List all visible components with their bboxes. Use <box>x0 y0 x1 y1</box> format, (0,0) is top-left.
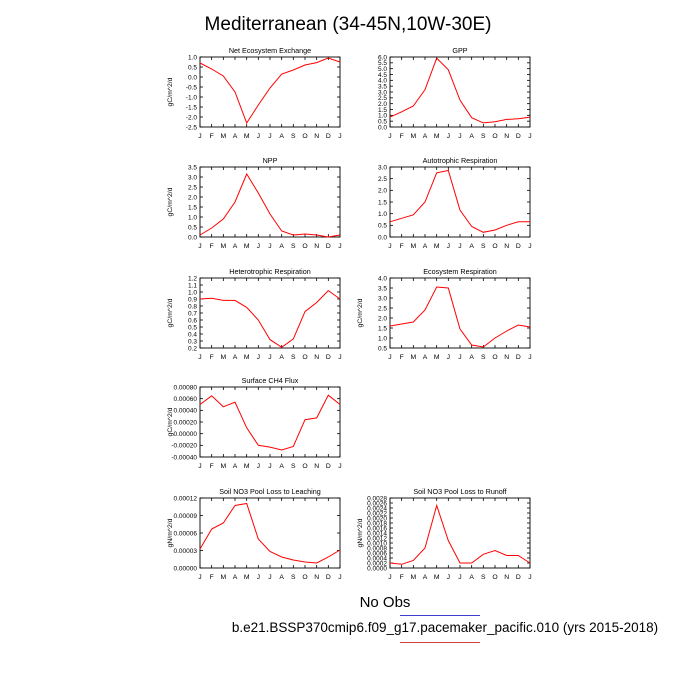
y-tick-label: 0.0028 <box>367 495 387 503</box>
y-tick-label: 0.9 <box>187 296 197 304</box>
x-tick-label: A <box>232 463 238 470</box>
panel-title: Soil NO3 Pool Loss to Runoff <box>413 487 507 496</box>
x-tick-label: A <box>279 243 284 250</box>
x-tick-label: A <box>232 133 238 140</box>
legend-label: No Obs <box>359 594 411 611</box>
x-tick-label: F <box>209 463 214 470</box>
x-tick-label: O <box>492 574 498 581</box>
panel-title: NPP <box>262 156 278 165</box>
y-tick-label: 3.0 <box>377 164 387 172</box>
x-tick-label: J <box>338 574 342 581</box>
y-tick-label: 3.0 <box>377 89 387 97</box>
y-tick-label: 0.0010 <box>367 540 387 548</box>
y-tick-label: 0.0026 <box>367 500 387 508</box>
x-tick-label: J <box>198 574 202 581</box>
y-tick-label: 0.0006 <box>367 550 387 558</box>
x-tick-label: D <box>515 354 521 361</box>
x-tick-label: M <box>410 354 417 361</box>
x-tick-label: D <box>325 133 331 140</box>
y-tick-label: 6.0 <box>377 54 387 62</box>
chart-panel-3 <box>378 156 532 250</box>
x-tick-label: D <box>325 574 331 581</box>
x-tick-label: J <box>446 243 451 250</box>
x-tick-label: N <box>314 463 320 470</box>
x-tick-label: S <box>291 133 296 140</box>
x-tick-label: S <box>481 133 486 140</box>
x-tick-label: A <box>422 574 428 581</box>
x-tick-label: J <box>256 463 261 470</box>
y-tick-label: -0.5 <box>185 84 197 92</box>
x-tick-label: A <box>279 463 284 470</box>
y-tick-label: 1.1 <box>187 282 197 290</box>
x-tick-label: J <box>198 354 202 361</box>
y-tick-label: -1.0 <box>185 94 197 102</box>
x-tick-label: M <box>243 354 250 361</box>
y-tick-label: 0.0000 <box>367 565 387 573</box>
x-tick-label: O <box>492 354 498 361</box>
y-tick-label: -0.00040 <box>171 454 197 462</box>
y-tick-label: 0.00020 <box>173 419 197 427</box>
x-tick-label: J <box>458 243 462 250</box>
series-line <box>200 291 340 348</box>
y-tick-label: 0.5 <box>377 222 387 230</box>
x-tick-label: J <box>268 354 272 361</box>
plot-frame <box>390 57 530 127</box>
y-tick-label: 4.0 <box>377 275 387 283</box>
x-tick-label: A <box>469 574 474 581</box>
plot-frame <box>200 278 340 348</box>
y-tick-label: 0.2 <box>187 345 197 353</box>
y-tick-label: 2.5 <box>377 305 387 313</box>
x-tick-label: N <box>504 354 510 361</box>
y-axis-label: gC/m^2/d <box>167 77 174 107</box>
x-tick-label: M <box>220 354 227 361</box>
y-tick-label: 0.0012 <box>367 535 387 543</box>
x-tick-label: F <box>399 354 404 361</box>
y-tick-label: 1.5 <box>377 199 387 207</box>
x-tick-label: A <box>422 243 428 250</box>
x-tick-label: M <box>220 463 227 470</box>
x-tick-label: S <box>291 574 296 581</box>
x-tick-label: M <box>433 133 440 140</box>
x-tick-label: N <box>314 354 320 361</box>
x-tick-label: M <box>410 133 417 140</box>
y-tick-label: 2.0 <box>187 194 197 202</box>
series-line <box>390 171 530 233</box>
y-tick-label: 1.0 <box>187 54 197 62</box>
caption-underline <box>400 642 480 643</box>
x-tick-label: F <box>399 243 404 250</box>
y-tick-label: 3.5 <box>377 83 387 91</box>
y-tick-label: 2.0 <box>377 315 387 323</box>
y-tick-label: 0.5 <box>187 224 197 232</box>
series-line <box>200 174 340 237</box>
x-tick-label: N <box>314 243 320 250</box>
y-tick-label: -2.5 <box>185 124 197 132</box>
x-tick-label: J <box>458 133 462 140</box>
x-tick-label: J <box>256 354 261 361</box>
x-tick-label: O <box>492 243 498 250</box>
figure-title: Mediterranean (34-45N,10W-30E) <box>204 14 492 35</box>
y-tick-label: 1.0 <box>187 289 197 297</box>
y-tick-label: 0.3 <box>187 338 197 346</box>
x-tick-label: J <box>256 243 261 250</box>
y-tick-label: 0.00000 <box>173 430 197 438</box>
y-tick-label: 3.0 <box>377 295 387 303</box>
x-tick-label: A <box>232 354 238 361</box>
y-tick-label: 1.0 <box>187 214 197 222</box>
chart-panel-6 <box>167 376 342 470</box>
plot-frame <box>390 167 530 237</box>
x-tick-label: J <box>198 463 202 470</box>
x-tick-label: J <box>268 463 272 470</box>
x-tick-label: A <box>279 354 284 361</box>
y-tick-label: 0.00009 <box>173 512 197 520</box>
y-tick-label: -0.00020 <box>171 442 197 450</box>
x-tick-label: O <box>302 574 308 581</box>
x-tick-label: M <box>220 243 227 250</box>
y-tick-label: 0.5 <box>377 345 387 353</box>
x-tick-label: M <box>243 133 250 140</box>
y-tick-label: 2.5 <box>377 175 387 183</box>
y-tick-label: 3.0 <box>187 174 197 182</box>
y-tick-label: 0.00012 <box>173 495 197 503</box>
x-tick-label: M <box>243 574 250 581</box>
x-tick-label: J <box>338 243 342 250</box>
y-tick-label: 4.5 <box>377 71 387 79</box>
x-tick-label: D <box>515 243 521 250</box>
x-tick-label: J <box>388 133 392 140</box>
y-tick-label: 0.0008 <box>367 545 387 553</box>
x-tick-label: A <box>232 243 238 250</box>
series-line <box>200 504 340 564</box>
chart-panel-8 <box>167 487 342 581</box>
panel-title: Ecosystem Respiration <box>423 267 497 276</box>
y-tick-label: 0.00000 <box>173 565 197 573</box>
x-tick-label: N <box>504 574 510 581</box>
x-tick-label: J <box>446 133 451 140</box>
x-tick-label: S <box>291 463 296 470</box>
x-tick-label: S <box>291 354 296 361</box>
y-tick-label: 0.0002 <box>367 560 387 568</box>
x-tick-label: M <box>243 243 250 250</box>
y-tick-label: 0.4 <box>187 331 197 339</box>
y-axis-label: gC/m^2/d <box>357 298 364 328</box>
panel-title: Autotrophic Respiration <box>422 156 498 165</box>
x-tick-label: J <box>338 354 342 361</box>
y-tick-label: 4.0 <box>377 77 387 85</box>
y-tick-label: 0.0 <box>187 234 197 242</box>
y-axis-label: gC/m^2/d <box>167 187 174 217</box>
x-tick-label: O <box>302 354 308 361</box>
x-tick-label: A <box>469 133 474 140</box>
y-tick-label: 0.0 <box>377 124 387 132</box>
x-tick-label: J <box>268 243 272 250</box>
panel-title: Net Ecosystem Exchange <box>228 46 312 55</box>
x-tick-label: S <box>481 574 486 581</box>
x-tick-label: J <box>528 243 532 250</box>
legend-underline <box>400 615 480 616</box>
y-tick-label: 0.7 <box>187 310 197 318</box>
y-tick-label: 3.5 <box>187 164 197 172</box>
panel-title: Soil NO3 Pool Loss to Leaching <box>219 487 321 496</box>
y-tick-label: 0.00040 <box>173 407 197 415</box>
x-tick-label: J <box>268 574 272 581</box>
y-tick-label: 1.0 <box>377 112 387 120</box>
y-tick-label: 1.5 <box>187 204 197 212</box>
y-tick-label: 0.0014 <box>367 530 387 538</box>
y-tick-label: 0.0004 <box>367 555 387 563</box>
x-tick-label: J <box>388 243 392 250</box>
y-tick-label: 5.0 <box>377 65 387 73</box>
chart-panel-5 <box>357 267 532 361</box>
y-axis-label: gC/m^2/d <box>167 407 174 437</box>
x-tick-label: J <box>256 574 261 581</box>
y-tick-label: 2.0 <box>377 187 387 195</box>
x-tick-label: J <box>528 574 532 581</box>
y-tick-label: 0.00006 <box>173 530 197 538</box>
y-tick-label: 5.5 <box>377 60 387 68</box>
x-tick-label: F <box>399 133 404 140</box>
y-tick-label: 1.5 <box>377 325 387 333</box>
x-tick-label: J <box>446 354 451 361</box>
series-line <box>200 395 340 450</box>
x-tick-label: M <box>220 574 227 581</box>
panel-title: Heterotrophic Respiration <box>229 267 311 276</box>
chart-panels <box>167 46 532 581</box>
x-tick-label: J <box>198 133 202 140</box>
x-tick-label: D <box>325 463 331 470</box>
x-tick-label: D <box>515 574 521 581</box>
series-line <box>390 58 530 123</box>
x-tick-label: F <box>209 133 214 140</box>
x-tick-label: S <box>481 354 486 361</box>
series-line <box>390 506 530 565</box>
x-tick-label: A <box>469 243 474 250</box>
x-tick-label: J <box>338 133 342 140</box>
x-tick-label: N <box>314 574 320 581</box>
y-axis-label: gN/m^2/d <box>357 518 364 548</box>
plot-frame <box>200 57 340 127</box>
y-tick-label: 1.2 <box>187 275 197 283</box>
x-tick-label: M <box>433 354 440 361</box>
x-tick-label: O <box>492 133 498 140</box>
chart-panel-2 <box>167 156 342 250</box>
y-tick-label: 0.00003 <box>173 547 197 555</box>
y-axis-label: gN/m^2/d <box>167 518 174 548</box>
y-tick-label: 0.0016 <box>367 525 387 533</box>
y-tick-label: 0.5 <box>187 64 197 72</box>
y-tick-label: 2.5 <box>377 95 387 103</box>
y-tick-label: 0.6 <box>187 317 197 325</box>
x-tick-label: O <box>302 463 308 470</box>
x-tick-label: J <box>458 574 462 581</box>
y-tick-label: 0.8 <box>187 303 197 311</box>
x-tick-label: A <box>279 133 284 140</box>
series-line <box>200 58 340 123</box>
panel-title: GPP <box>452 46 468 55</box>
x-tick-label: J <box>446 574 451 581</box>
y-tick-label: 0.0 <box>377 234 387 242</box>
x-tick-label: J <box>458 354 462 361</box>
x-tick-label: J <box>268 133 272 140</box>
y-tick-label: 3.5 <box>377 285 387 293</box>
x-tick-label: N <box>504 133 510 140</box>
plot-frame <box>200 498 340 568</box>
x-tick-label: S <box>291 243 296 250</box>
x-tick-label: A <box>279 574 284 581</box>
x-tick-label: A <box>422 133 428 140</box>
x-tick-label: J <box>388 574 392 581</box>
y-tick-label: 0.0018 <box>367 520 387 528</box>
plot-frame <box>390 498 530 568</box>
y-tick-label: -1.5 <box>185 104 197 112</box>
x-tick-label: J <box>338 463 342 470</box>
y-tick-label: 0.00060 <box>173 395 197 403</box>
x-tick-label: F <box>209 574 214 581</box>
x-tick-label: N <box>504 243 510 250</box>
x-tick-label: J <box>388 354 392 361</box>
y-tick-label: 0.5 <box>377 118 387 126</box>
x-tick-label: J <box>528 354 532 361</box>
series-line <box>390 287 530 347</box>
y-axis-label: gC/m^2/d <box>167 298 174 328</box>
x-tick-label: D <box>325 243 331 250</box>
x-tick-label: A <box>469 354 474 361</box>
chart-panel-4 <box>167 267 342 361</box>
x-tick-label: J <box>256 133 261 140</box>
y-tick-label: 1.0 <box>377 210 387 218</box>
x-tick-label: O <box>302 243 308 250</box>
chart-panel-1 <box>378 46 532 140</box>
x-tick-label: A <box>422 354 428 361</box>
x-tick-label: M <box>433 243 440 250</box>
y-tick-label: 0.0024 <box>367 505 387 513</box>
y-tick-label: 0.00080 <box>173 384 197 392</box>
panel-title: Surface CH4 Flux <box>241 376 299 385</box>
x-tick-label: F <box>399 574 404 581</box>
x-tick-label: M <box>410 243 417 250</box>
y-tick-label: -2.0 <box>185 114 197 122</box>
x-tick-label: M <box>410 574 417 581</box>
x-tick-label: S <box>481 243 486 250</box>
y-tick-label: 2.5 <box>187 184 197 192</box>
x-tick-label: F <box>209 243 214 250</box>
x-tick-label: O <box>302 133 308 140</box>
plot-frame <box>200 387 340 457</box>
y-tick-label: 1.5 <box>377 106 387 114</box>
x-tick-label: A <box>232 574 238 581</box>
y-tick-label: 1.0 <box>377 335 387 343</box>
run-caption: b.e21.BSSP370cmip6.f09_g17.pacemaker_pacific.010 (yrs 2015-2018) <box>231 620 659 635</box>
x-tick-label: M <box>243 463 250 470</box>
chart-panel-0 <box>167 46 342 140</box>
x-tick-label: D <box>325 354 331 361</box>
plot-frame <box>390 278 530 348</box>
y-tick-label: 0.0022 <box>367 510 387 518</box>
x-tick-label: N <box>314 133 320 140</box>
y-tick-label: 0.0 <box>187 74 197 82</box>
x-tick-label: M <box>220 133 227 140</box>
plot-frame <box>200 167 340 237</box>
chart-panel-9 <box>357 487 532 581</box>
x-tick-label: M <box>433 574 440 581</box>
x-tick-label: J <box>528 133 532 140</box>
y-tick-label: 0.5 <box>187 324 197 332</box>
x-tick-label: F <box>209 354 214 361</box>
y-tick-label: 2.0 <box>377 100 387 108</box>
x-tick-label: D <box>515 133 521 140</box>
y-tick-label: 0.0020 <box>367 515 387 523</box>
x-tick-label: J <box>198 243 202 250</box>
